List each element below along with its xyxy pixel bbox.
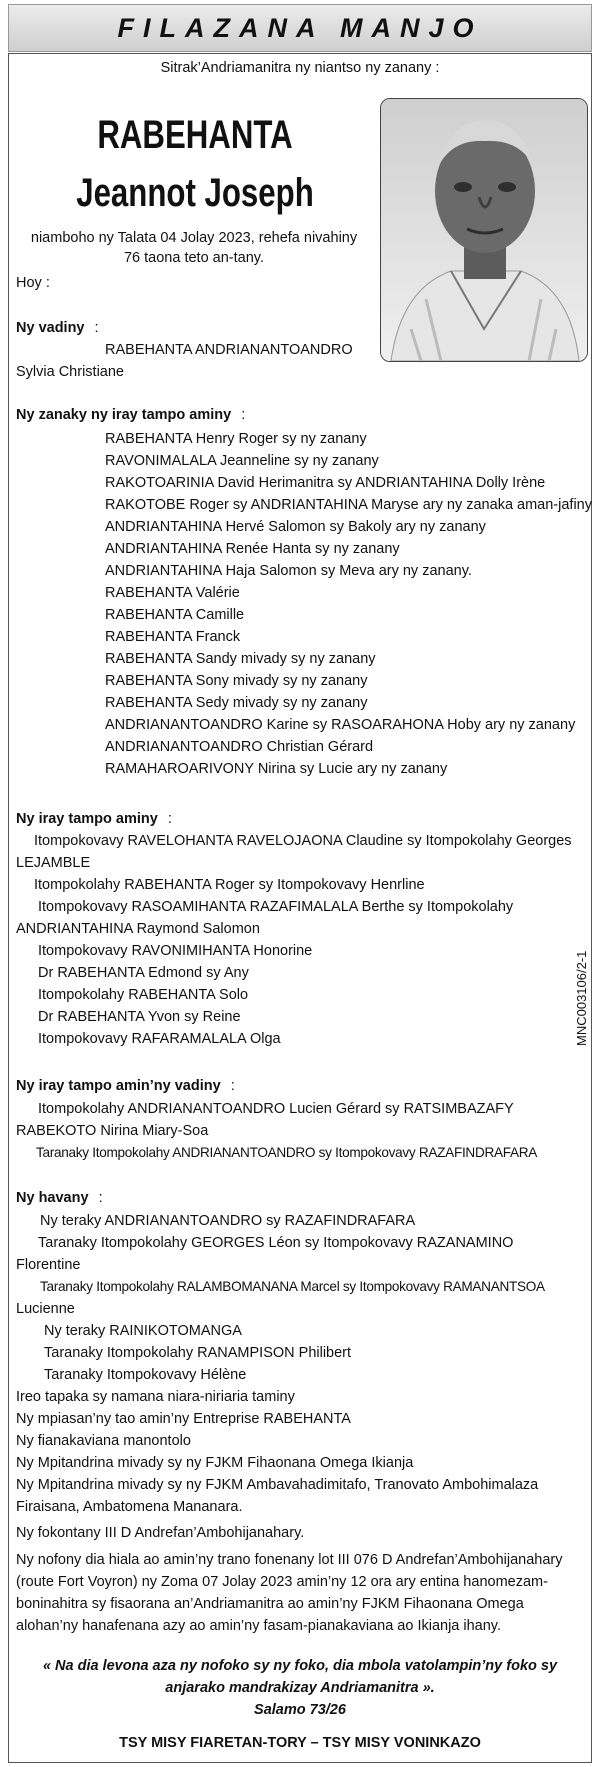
portrait-image: [381, 99, 587, 361]
child-item: ANDRIANTAHINA Hervé Salomon sy Bakoly ary ny zanany: [105, 519, 486, 535]
child-item: RABEHANTA Sony mivady sy ny zanany: [105, 673, 368, 689]
spouse-line-2: Sylvia Christiane: [16, 364, 124, 380]
siblings-line: Itompokovavy RAVONIMIHANTA Honorine: [38, 943, 313, 959]
child-item: ANDRIANTAHINA Haja Salomon sy Meva ary ny zanany.: [105, 563, 472, 579]
siblings-heading: Ny iray tampo aminy: [16, 811, 158, 827]
relatives-line: Taranaky Itompokolahy GEORGES Léon sy Itompokovavy RAZANAMINO: [38, 1235, 514, 1251]
death-line-1: niamboho ny Talata 04 Jolay 2023, rehefa nivahiny: [30, 230, 358, 246]
relatives-line: Ny teraky RAINIKOTOMANGA: [44, 1323, 242, 1339]
spouse-heading: Ny vadiny: [16, 320, 85, 336]
relatives-line: Florentine: [16, 1257, 81, 1273]
child-item: RAKOTOBE Roger sy ANDRIANTAHINA Maryse ary ny zanaka aman-jafiny: [105, 497, 592, 513]
child-item: RABEHANTA Sandy mivady sy ny zanany: [105, 651, 376, 667]
hoy-label: Hoy :: [16, 275, 50, 291]
relatives-line: Taranaky Itompokovavy Hélène: [44, 1367, 247, 1383]
funeral-line: Ny nofony dia hiala ao amin’ny trano fonenany lot III 076 D Andrefan’Ambohijanahary: [16, 1552, 563, 1568]
quote-reference: Salamo 73/26: [254, 1702, 346, 1718]
quote-line-2: anjarako mandrakizay Andriamanitra ».: [165, 1680, 435, 1696]
quote-line-1: « Na dia levona aza ny nofoko sy ny foko, dia mbola vatolampin’ny foko sy: [42, 1658, 558, 1674]
child-item: RAVONIMALALA Jeanneline sy ny zanany: [105, 453, 379, 469]
other-mourner-line: Firaisana, Ambatomena Mananara.: [16, 1499, 243, 1515]
children-section: [16, 405, 245, 425]
siblings-line: Itompokovavy RAFARAMALALA Olga: [38, 1031, 281, 1047]
siblings-section: [16, 809, 172, 829]
other-mourner-line: Ny fokontany III D Andrefan’Ambohijanahary.: [16, 1525, 305, 1541]
siblings-line: Dr RABEHANTA Yvon sy Reine: [38, 1009, 241, 1025]
deceased-surname: RABEHANTA: [97, 113, 293, 157]
funeral-line: alohan’ny hanafenana azy ao amin’ny fasam-pianakaviana ao Ikianja ihany.: [16, 1618, 501, 1634]
child-item: RAMAHAROARIVONY Nirina sy Lucie ary ny zanany: [105, 761, 448, 777]
relatives-colon: :: [98, 1190, 103, 1206]
siblings-line: LEJAMBLE: [16, 855, 91, 871]
spouse-colon: :: [94, 320, 99, 336]
siblings-line: Dr RABEHANTA Edmond sy Any: [38, 965, 249, 981]
child-item: ANDRIANANTOANDRO Karine sy RASOARAHONA Hoby ary ny zanany: [105, 717, 576, 733]
siblings-line: Itompokolahy RABEHANTA Solo: [38, 987, 249, 1003]
child-item: RABEHANTA Henry Roger sy ny zanany: [105, 431, 367, 447]
spouse-siblings-heading: Ny iray tampo amin’ny vadiny: [16, 1078, 221, 1094]
child-item: RABEHANTA Sedy mivady sy ny zanany: [105, 695, 368, 711]
spouse-siblings-line: Itompokolahy ANDRIANANTOANDRO Lucien Gérard sy RATSIMBAZAFY: [38, 1101, 514, 1117]
intro-line: Sitrak’Andriamanitra ny niantso ny zanany :: [160, 60, 440, 76]
deceased-given-names: Jeannot Joseph: [76, 171, 314, 215]
child-item: ANDRIANTAHINA Renée Hanta sy ny zanany: [105, 541, 400, 557]
children-heading: Ny zanaky ny iray tampo aminy: [16, 407, 232, 423]
spouse-section: [16, 318, 99, 338]
page-header: [8, 4, 592, 52]
relatives-line: Ny teraky ANDRIANANTOANDRO sy RAZAFINDRAFARA: [40, 1213, 416, 1229]
other-mourner-line: Ireo tapaka sy namana niara-niriaria taminy: [16, 1389, 295, 1405]
reference-code: MNC003106/2-1: [574, 950, 589, 1046]
child-item: ANDRIANANTOANDRO Christian Gérard: [105, 739, 374, 755]
child-item: RAKOTOARINIA David Herimanitra sy ANDRIANTAHINA Dolly Irène: [105, 475, 546, 491]
child-item: RABEHANTA Valérie: [105, 585, 240, 601]
siblings-line: ANDRIANTAHINA Raymond Salomon: [16, 921, 260, 937]
child-item: RABEHANTA Camille: [105, 607, 245, 623]
funeral-line: (route Fort Voyron) ny Zoma 07 Jolay 2023 amin’ny 12 ora ary entina hanomezam-: [16, 1574, 548, 1590]
children-colon: :: [241, 407, 246, 423]
siblings-line: Itompokolahy RABEHANTA Roger sy Itompokovavy Henrline: [34, 877, 425, 893]
relatives-line: Taranaky Itompokolahy RALAMBOMANANA Marcel sy Itompokovavy RAMANANTSOA: [40, 1279, 545, 1294]
deceased-photo: [380, 98, 588, 362]
spouse-siblings-colon: :: [230, 1078, 235, 1094]
relatives-heading: Ny havany: [16, 1190, 89, 1206]
death-line-2: 76 taona teto an-tany.: [123, 250, 264, 266]
child-item: RABEHANTA Franck: [105, 629, 241, 645]
relatives-section: [16, 1188, 103, 1208]
spouse-line-1: RABEHANTA ANDRIANANTOANDRO: [105, 342, 353, 358]
other-mourner-line: Ny fianakaviana manontolo: [16, 1433, 191, 1449]
spouse-siblings-line: Taranaky Itompokolahy ANDRIANANTOANDRO sy Itompokovavy RAZAFINDRAFARA: [36, 1145, 538, 1160]
other-mourner-line: Ny Mpitandrina mivady sy ny FJKM Fihaonana Omega Ikianja: [16, 1455, 414, 1471]
other-mourner-line: Ny Mpitandrina mivady sy ny FJKM Ambavahadimitafo, Tranovato Ambohimalaza: [16, 1477, 539, 1493]
relatives-line: Taranaky Itompokolahy RANAMPISON Philibert: [44, 1345, 352, 1361]
siblings-line: Itompokovavy RASOAMIHANTA RAZAFIMALALA Berthe sy Itompokolahy: [38, 899, 514, 915]
siblings-colon: :: [167, 811, 172, 827]
other-mourner-line: Ny mpiasan’ny tao amin’ny Entreprise RABEHANTA: [16, 1411, 351, 1427]
footer-notice: TSY MISY FIARETAN-TORY – TSY MISY VONINKAZO: [119, 1735, 481, 1751]
siblings-line: Itompokovavy RAVELOHANTA RAVELOJAONA Claudine sy Itompokolahy Georges: [34, 833, 572, 849]
spouse-siblings-section: [16, 1076, 235, 1096]
header-title: FILAZANA MANJO: [117, 13, 483, 43]
funeral-line: boninahitra sy fisaorana an’Andriamanitra ao amin’ny FJKM Fihaonana Omega: [16, 1596, 524, 1612]
relatives-line: Lucienne: [16, 1301, 75, 1317]
spouse-siblings-line: RABEKOTO Nirina Miary-Soa: [16, 1123, 209, 1139]
